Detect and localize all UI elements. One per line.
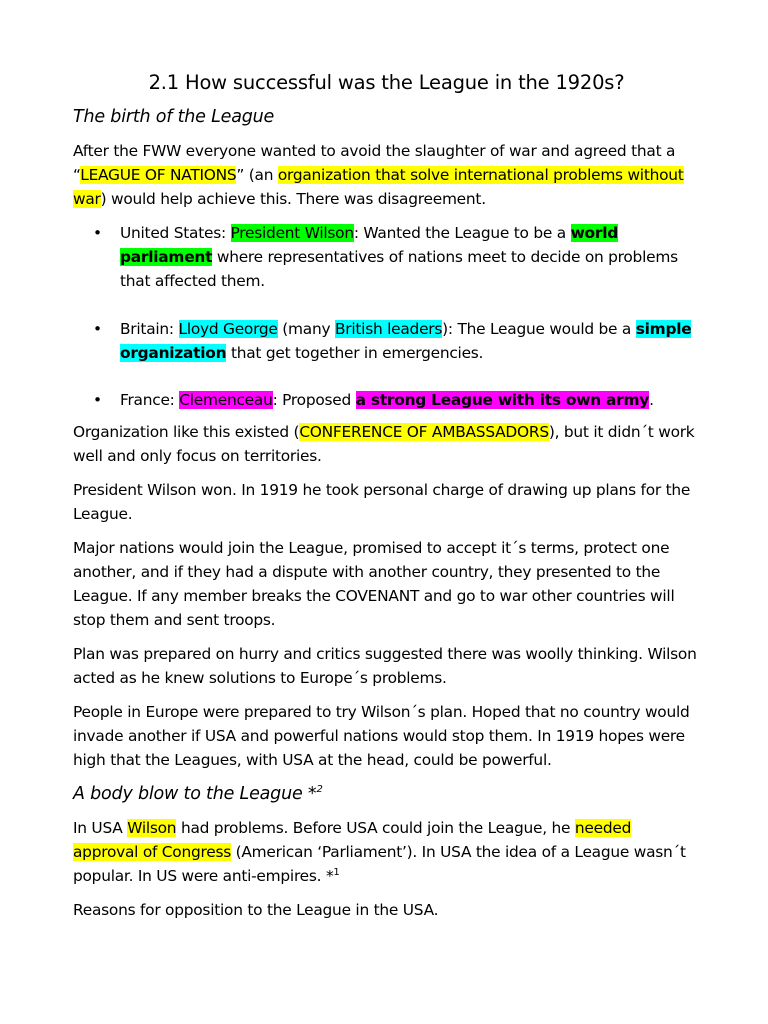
reasons-paragraph: Reasons for opposition to the League in the USA. [73, 901, 439, 919]
france-text-1: France: [120, 391, 180, 409]
org-text-2: ), but it didn´t work well and only focus on territories. [73, 423, 695, 465]
major-nations-paragraph: Major nations would join the League, promised to accept it´s terms, protect one another, and if they had a dispute with another country, they presented to the League. If any member breaks the COVENANT and go to war other countries will stop them and sent troops. [73, 539, 675, 629]
views-list [73, 221, 700, 412]
footnote-ref-1: 1 [333, 866, 340, 878]
highlight-league-of-nations: LEAGUE OF NATIONS [80, 166, 237, 184]
france-text-3: . [649, 391, 654, 409]
heading2-text: A body blow to the League [73, 784, 308, 804]
britain-text-2: (many [277, 320, 335, 338]
us-text-3: where representatives of nations meet to decide on problems that affected them. [120, 248, 678, 290]
britain-text-4: that get together in emergencies. [226, 344, 484, 362]
highlight-organization-definition: organization that solve international problems without war [73, 166, 684, 208]
bullet-icon: • [93, 320, 102, 338]
highlight-british-leaders: British leaders [334, 320, 443, 338]
usa-text-3: (American ‘Parliament’). In USA the idea of a League wasn´t popular. In US were anti-empires. * [73, 843, 686, 885]
highlight-clemenceau: Clemenceau [179, 391, 273, 409]
people-paragraph: People in Europe were prepared to try Wilson´s plan. Hoped that no country would invade another if USA and powerful nations would stop them. In 1919 hopes were high that the Leagues, with USA at the head, could be powerful. [73, 703, 690, 769]
list-item-france [73, 388, 700, 412]
usa-text-1: In USA [73, 819, 128, 837]
britain-text-3: ): The League would be a [442, 320, 636, 338]
highlight-wilson: Wilson [127, 819, 177, 837]
section-heading-body-blow [73, 782, 700, 806]
intro-text-3: ) would help achieve this. There was disagreement. [100, 190, 486, 208]
highlight-world-parliament: world parliament [120, 224, 618, 266]
footnote-ref-2: 2 [316, 784, 323, 796]
wilson-won-paragraph: President Wilson won. In 1919 he took personal charge of drawing up plans for the League. [73, 481, 691, 523]
highlight-needed-approval-of-congress: needed approval of Congress [73, 819, 632, 861]
us-text-2: : Wanted the League to be a [353, 224, 571, 242]
highlight-lloyd-george: Lloyd George [178, 320, 278, 338]
intro-paragraph [73, 139, 700, 211]
usa-paragraph [73, 816, 700, 888]
highlight-conference-of-ambassadors: CONFERENCE OF AMBASSADORS [299, 423, 549, 441]
bullet-icon: • [93, 224, 102, 242]
section-heading-birth: The birth of the League [73, 107, 275, 127]
bullet-icon: • [93, 391, 102, 409]
britain-text-1: Britain: [120, 320, 179, 338]
highlight-president-wilson: President Wilson [230, 224, 354, 242]
intro-text-1: After the FWW everyone wanted to avoid the slaughter of war and agreed that a “ [73, 142, 676, 184]
usa-text-2: had problems. Before USA could join the League, he [176, 819, 575, 837]
highlight-simple-organization: simple organization [120, 320, 692, 362]
page-title: 2.1 How successful was the League in the 1920s? [148, 71, 625, 94]
france-text-2: : Proposed [272, 391, 356, 409]
intro-text-2: ” (an [236, 166, 278, 184]
organization-paragraph [73, 420, 700, 468]
highlight-strong-league: a strong League with its own army [355, 391, 650, 409]
plan-paragraph: Plan was prepared on hurry and critics suggested there was woolly thinking. Wilson acted as he knew solutions to Europe´s problems. [73, 645, 697, 687]
us-text-1: United States: [120, 224, 231, 242]
list-item-united-states [73, 221, 700, 293]
list-item-britain [73, 317, 700, 365]
heading2-note: * [307, 784, 317, 804]
org-text-1: Organization like this existed ( [73, 423, 300, 441]
